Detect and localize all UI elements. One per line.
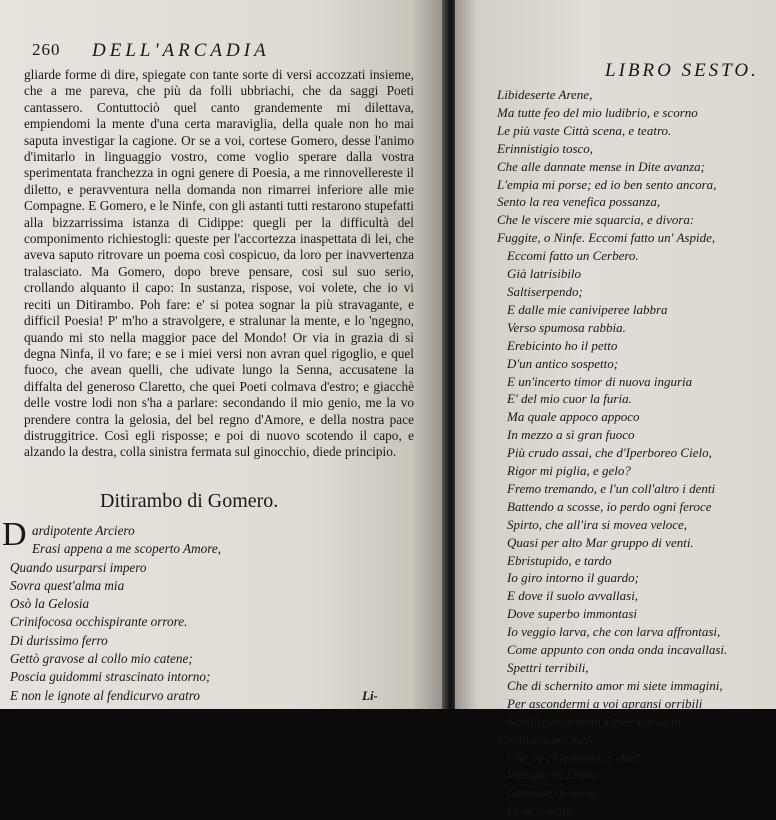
verse-line: Più crudo assai, che d'Iperboreo Cielo, <box>507 445 712 461</box>
right-page <box>455 0 776 819</box>
verse-line: Fremo tremando, e l'un coll'altro i denti <box>507 480 716 496</box>
prose-paragraph: gliarde forme di dire, spiegate con tante sorte di versi accozzati insieme, che a me pareva, che più da folli ubbriachi, che da saggi Poeti cantassero. Contuttociò quel canto grandemente mi dilettava, empiendomi la mente d'una certa maraviglia, della quale non ho mai saputa investigar la cagione. Or se a voi, cortese Gomero, desse l'animo d'imitarlo in linguaggio vostro, come voglio sperare dalla vostra sperimentata franchezza in ogni genere di Poesia, a me rinnovellereste il diletto, e peravventura nella domanda non rimarrei inferiore alle mie Compagne. E Gomero, e le Ninfe, con gli astanti tutti restarono stupefatti alla bizzarrissima istanza di Cidippe: quegli per la difficultà del componimento richiestogli: queste per l'accortezza inaspettata di lei, che aveva saputo ritrovare un poema così cospicuo, da loro per inavvertenza tralasciato. Ma Gomero, dopo breve pensare, così sul suo serio, crollando alquanto il capo: In sustanza, rispose, voi volete, che io vi reciti un Ditirambo. Poh fare: e' si potea sognar la più stravagante, e difficil Poesia! P' m'ho a stravolgere, e stralunar la mente, e lo 'ngegno, quando mi sto nella maggior pace del Mondo! Or via in grazia di sì degna Ninfa, il vo fare; e se i miei versi non avran quel rigoglio, e quel fuoco, che avean quelli, che udivate lungo la Senna, accusatene la diffalta del generoso Claretto, che quei Poeti colmava d'estro; e giacchè delle vostre lodi non s'ha a parlare: secondando il mio genio, me la vo prendere contra la gelosia, del bel regno d'Amore, e della nostra pace distruggitrice. Così egli risposse; e poi di nuovo scotendo il capo, e alzando la destra, colla sinistra fermata sul ginocchio, diede principio. <box>24 67 414 460</box>
verse-line: E dalle mie caniviperee labbra <box>507 301 668 317</box>
verse-line: Sassiliquidardenti Etnee voragini. <box>507 713 685 729</box>
verse-line: Sento la rea venefica possanza, <box>497 194 661 210</box>
catchword: Li- <box>362 688 378 703</box>
verse-line: Per ascondermi a voi apransi orribili <box>507 695 703 711</box>
running-head-left: DELL'ARCADIA <box>92 40 270 61</box>
drop-cap: D <box>2 516 27 553</box>
page-number: 260 <box>32 40 61 59</box>
verse-line: Quando usurparsi impero <box>10 559 147 575</box>
verse-line: L'empia mi porse; ed io ben sento ancora, <box>497 176 717 192</box>
verse-line: Giunone in Samo <box>507 785 598 801</box>
left-verse-block <box>10 522 221 705</box>
right-verse-block <box>497 86 727 820</box>
verse-line: ardipotente Arciero <box>32 523 135 538</box>
verse-line: Che di schernito amor mi siete immagini, <box>507 677 723 693</box>
verse-line: Io veggio larva, che con larva affrontasi, <box>507 624 721 640</box>
verse-line: Erinnistigio tosco, <box>497 140 594 156</box>
verse-line: Che le viscere mie squarcia, e divora: <box>497 212 695 228</box>
verse-line: E non le ignote al fendicurvo aratro <box>10 687 200 703</box>
verse-line: Osò la Gelosia <box>10 596 90 612</box>
verse-line: Spirto, che all'ira si movea veloce, <box>507 516 688 532</box>
verse-line: Che alle dannate mense in Dite avanza; <box>497 158 705 174</box>
verse-line: Ebristupido, e tardo <box>507 552 612 568</box>
poem-heading: Ditirambo di Gomero. <box>100 490 279 512</box>
verse-line: In mezzo a sì gran fuoco <box>507 427 635 443</box>
verse-line: Sovra quest'alma mia <box>10 577 125 593</box>
verse-line: Fuggite, o Ninfe. Eccomi fatto un' Aspide, <box>497 230 716 246</box>
verse-line: E' del mio cuor la furia. <box>507 391 632 407</box>
verse-line: Erebicinto ho il petto <box>507 337 618 353</box>
verse-line: Eccomi fatto un Cerbero. <box>507 248 639 264</box>
prose-block <box>24 67 414 461</box>
verse-line: Poscia guidommi strascinato intorno; <box>10 669 211 685</box>
verse-line: Spettri terribili, <box>507 660 589 675</box>
verse-line: Ma quale appoco appoco <box>507 409 640 425</box>
verse-line: Rigor mi piglia, e gelo? <box>507 463 631 479</box>
verse-line: Le più vaste Città scena, e teatro. <box>497 122 672 138</box>
left-page <box>0 0 447 709</box>
running-head-right: LIBRO SESTO. <box>605 60 759 81</box>
verse-line: Libideserte Arene, <box>497 87 593 102</box>
verse-line: Che vo chiedendo, e che? <box>507 749 641 765</box>
verse-line: D'un antico sospetto; <box>507 355 619 371</box>
verse-line: Di se tradita <box>507 803 573 819</box>
verse-line: E dove il suolo avvallasi, <box>507 588 639 604</box>
verse-line: Già latrisibilo <box>507 266 582 282</box>
verse-line: Quasi per alto Mar gruppo di venti. <box>507 534 694 550</box>
verse-line: Vulcano in Lenno <box>507 767 599 783</box>
verse-line: Ma tutte feo del mio ludibrio, e scorno <box>497 104 698 120</box>
verse-line: Follinsensato me! <box>497 731 591 747</box>
verse-line: E un'incerto timor di nuova inguria <box>507 373 693 389</box>
verse-line: Erasi appena a me scoperto Amore, <box>32 541 221 557</box>
verse-line: Saltiserpendo; <box>507 283 583 299</box>
verse-line: Gettò gravose al collo mio catene; <box>10 651 193 667</box>
verse-line: Di durissimo ferro <box>10 632 108 648</box>
verse-line: Io giro intorno il guardo; <box>507 570 639 586</box>
verse-line: Come appunto con onda onda incavallasi. <box>507 642 728 658</box>
verse-line: Verso spumosa rabbia. <box>507 319 626 335</box>
verse-line: Dove superbo immontasi <box>507 606 637 622</box>
verse-line: Battendo a scosse, io perdo ogni feroce <box>507 498 712 514</box>
verse-line: Crinifocosa occhispirante orrore. <box>10 614 188 630</box>
